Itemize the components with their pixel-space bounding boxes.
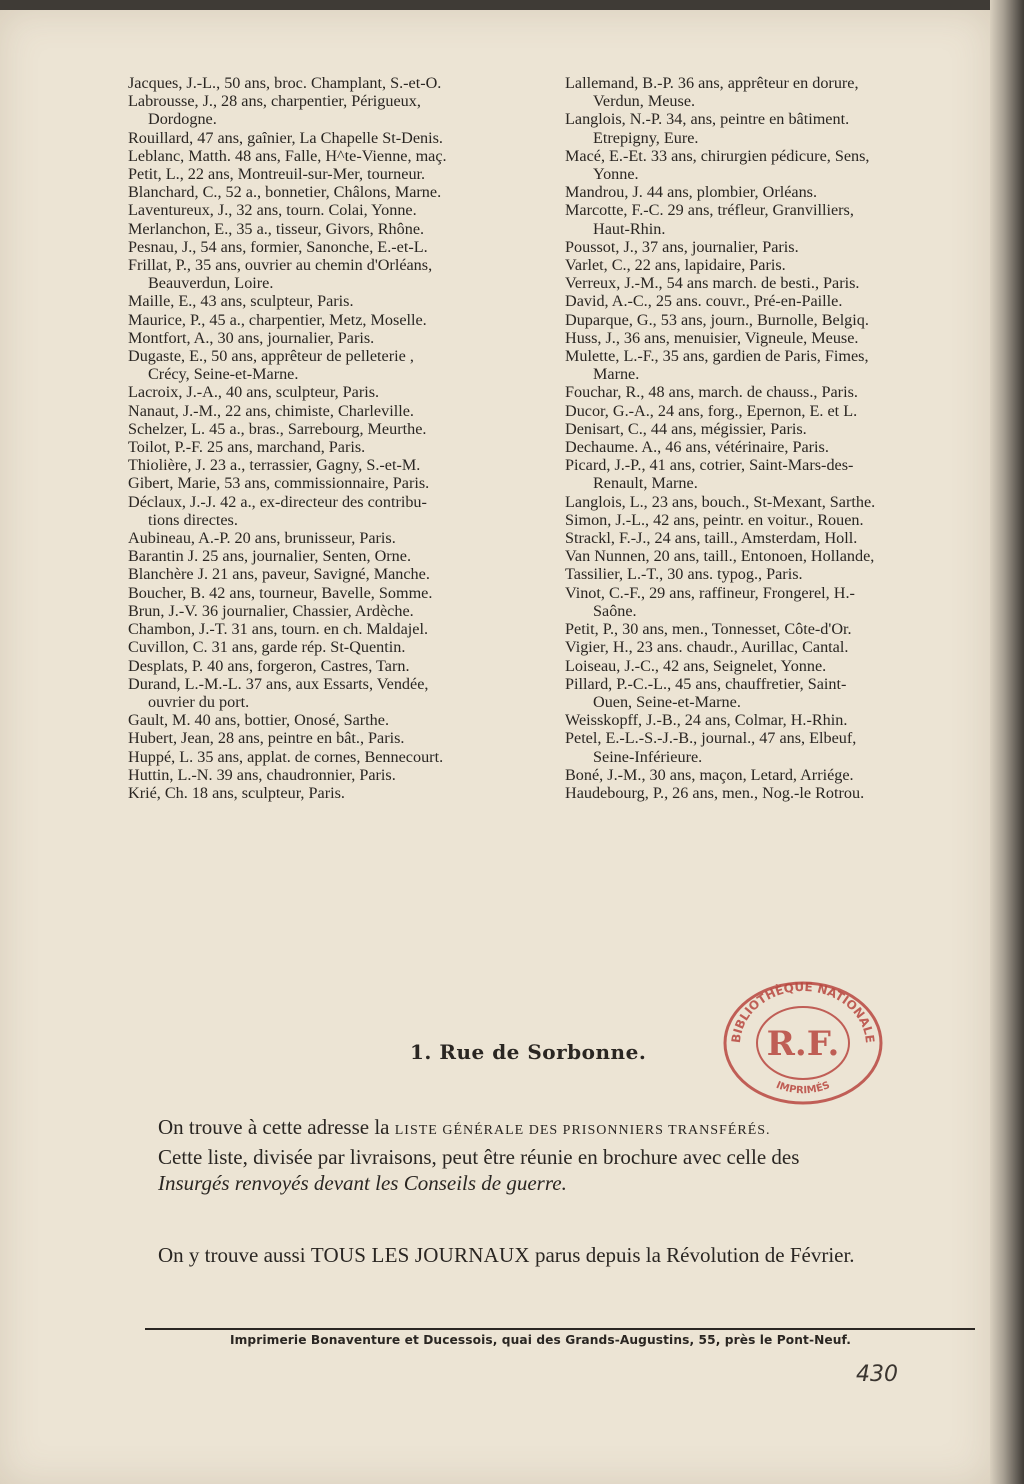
left-column	[128, 74, 556, 802]
prisoner-entry: Durand, L.-M.-L. 37 ans, aux Essarts, Vendée,	[128, 674, 429, 693]
prisoner-entry: Denisart, C., 44 ans, mégissier, Paris.	[565, 419, 807, 438]
prisoner-entry: Petel, E.-L.-S.-J.-B., journal., 47 ans, Elbeuf,	[565, 729, 857, 748]
prisoner-entry: Huttin, L.-N. 39 ans, chaudronnier, Paris.	[128, 765, 396, 784]
prisoner-entry: Verreux, J.-M., 54 ans march. de besti., Paris.	[565, 274, 860, 293]
prisoner-entry: Déclaux, J.-J. 42 a., ex-directeur des contribu-	[128, 492, 427, 511]
entry-continuation: Ouen, Seine-et-Marne.	[593, 692, 741, 711]
prisoner-entry: Poussot, J., 37 ans, journalier, Paris.	[565, 237, 799, 256]
journals-lead: On y trouve aussi	[158, 1243, 311, 1267]
prisoner-entry: Van Nunnen, 20 ans, taill., Entonoen, Hollande,	[565, 547, 875, 566]
prisoner-entry: Frillat, P., 35 ans, ouvrier au chemin d'Orléans,	[128, 256, 433, 275]
prisoner-entry: Lallemand, B.-P. 36 ans, apprêteur en dorure,	[565, 74, 859, 92]
prisoner-entry: Dugaste, E., 50 ans, apprêteur de pelleterie ,	[128, 347, 414, 366]
prisoner-entry: Maurice, P., 45 a., charpentier, Metz, Moselle.	[128, 310, 427, 329]
prisoner-entry: Gibert, Marie, 53 ans, commissionnaire, Paris.	[128, 474, 430, 493]
journals-paragraph	[158, 1242, 978, 1268]
prisoner-entry: Montfort, A., 30 ans, journalier, Paris.	[128, 328, 375, 347]
page-edge	[990, 0, 1024, 1484]
svg-text:IMPRIMÉS	[774, 1080, 831, 1096]
prisoner-entry: Krié, Ch. 18 ans, sculpteur, Paris.	[128, 783, 345, 802]
notice-line-2: Cette liste, divisée par livraisons, peut être réunie en brochure avec celle des	[158, 1145, 800, 1169]
prisoner-entry: Vigier, H., 23 ans. chaudr., Aurillac, Cantal.	[565, 638, 849, 657]
entry-continuation: Renault, Marne.	[593, 474, 698, 493]
prisoner-entry: Laventureux, J., 32 ans, tourn. Colai, Yonne.	[128, 201, 417, 220]
right-column	[565, 74, 990, 802]
prisoner-entry: David, A.-C., 25 ans. couvr., Pré-en-Paille.	[565, 292, 843, 311]
prisoner-entry: Marcotte, F.-C. 29 ans, tréfleur, Granvilliers,	[565, 201, 854, 220]
library-stamp	[718, 975, 888, 1105]
prisoner-entry: Nanaut, J.-M., 22 ans, chimiste, Charleville.	[128, 401, 414, 420]
prisoner-entry: Petit, P., 30 ans, men., Tonnesset, Côte-d'Or.	[565, 620, 852, 639]
entry-continuation: Crécy, Seine-et-Marne.	[148, 365, 299, 384]
entry-continuation: Saône.	[593, 601, 637, 620]
journals-tail: parus depuis la Révolution de Février.	[529, 1243, 855, 1267]
prisoner-entry: Labrousse, J., 28 ans, charpentier, Périgueux,	[128, 92, 421, 111]
prisoner-entry: Strackl, F.-J., 24 ans, taill., Amsterdam, Holl.	[565, 529, 858, 548]
entry-continuation: Beauverdun, Loire.	[148, 274, 274, 293]
prisoner-entry: Jacques, J.-L., 50 ans, broc. Champlant, S.-et-O.	[128, 74, 442, 92]
prisoner-entry: Petit, L., 22 ans, Montreuil-sur-Mer, tourneur.	[128, 165, 426, 184]
entry-continuation: Yonne.	[593, 165, 639, 184]
prisoner-entry: Fouchar, R., 48 ans, march. de chauss., Paris.	[565, 383, 858, 402]
prisoner-entry: Boucher, B. 42 ans, tourneur, Bavelle, Somme.	[128, 583, 433, 602]
prisoner-entry: Haudebourg, P., 26 ans, men., Nog.-le Rotrou.	[565, 783, 865, 802]
entry-continuation: Seine-Inférieure.	[593, 747, 703, 766]
prisoner-entry: Brun, J.-V. 36 journalier, Chassier, Ardèche.	[128, 601, 414, 620]
prisoner-entry: Simon, J.-L., 42 ans, peintr. en voitur., Rouen.	[565, 510, 864, 529]
prisoner-entry: Thiolière, J. 23 a., terrassier, Gagny, S.-et-M.	[128, 456, 421, 475]
prisoner-entry: Pesnau, J., 54 ans, formier, Sanonche, E.-et-L.	[128, 237, 428, 256]
prisoner-entry: Schelzer, L. 45 a., bras., Sarrebourg, Meurthe.	[128, 419, 427, 438]
prisoner-entry: Hubert, Jean, 28 ans, peintre en bât., Paris.	[128, 729, 405, 748]
prisoner-entry: Huss, J., 36 ans, menuisier, Vigneule, Meuse.	[565, 328, 859, 347]
prisoner-entry: Tassilier, L.-T., 30 ans. typog., Paris.	[565, 565, 803, 584]
prisoner-entry: Dechaume. A., 46 ans, vétérinaire, Paris.	[565, 438, 829, 457]
prisoner-entry: Vinot, C.-F., 29 ans, raffineur, Frongerel, H.-	[565, 583, 855, 602]
prisoner-entry: Chambon, J.-T. 31 ans, tourn. en ch. Maldajel.	[128, 620, 429, 639]
prisoner-entry: Cuvillon, C. 31 ans, garde rép. St-Quentin.	[128, 638, 406, 657]
prisoner-entry: Weisskopff, J.-B., 24 ans, Colmar, H.-Rhin.	[565, 711, 848, 730]
printer-imprint: Imprimerie Bonaventure et Ducessois, quai des Grands-Augustins, 55, près le Pont-Neuf.	[230, 1333, 852, 1347]
entry-continuation: Dordogne.	[148, 110, 217, 129]
prisoner-entry: Merlanchon, E., 35 a., tisseur, Givors, Rhône.	[128, 219, 425, 238]
stamp-outer-text: BIBLIOTHÈQUE NATIONALE	[728, 979, 878, 1044]
document-page	[0, 10, 990, 1484]
entry-continuation: tions directes.	[148, 510, 238, 529]
entry-continuation: ouvrier du port.	[148, 692, 250, 711]
entry-continuation: Marne.	[593, 365, 640, 384]
stamp-bottom-text: IMPRIMÉS	[774, 1079, 832, 1097]
prisoner-entry: Maille, E., 43 ans, sculpteur, Paris.	[128, 292, 354, 311]
prisoner-entry: Macé, E.-Et. 33 ans, chirurgien pédicure, Sens,	[565, 146, 870, 165]
prisoner-entry: Langlois, L., 23 ans, bouch., St-Mexant, Sarthe.	[565, 492, 876, 511]
prisoner-entry: Loiseau, J.-C., 42 ans, Seignelet, Yonne.	[565, 656, 827, 675]
prisoner-entry: Blanchard, C., 52 a., bonnetier, Châlons, Marne.	[128, 183, 442, 202]
notice-italic-title: Insurgés renvoyés devant les Conseils de guerre.	[158, 1171, 567, 1195]
entry-continuation: Etrepigny, Eure.	[593, 128, 699, 147]
entry-continuation: Verdun, Meuse.	[593, 92, 696, 111]
stamp-center-text: R.F.	[766, 1024, 840, 1064]
notice-list-title: LISTE GÉNÉRALE DES PRISONNIERS TRANSFÉRÉS.	[394, 1123, 771, 1138]
prisoner-entry: Boné, J.-M., 30 ans, maçon, Letard, Arriége.	[565, 765, 854, 784]
prisoner-entry: Aubineau, A.-P. 20 ans, brunisseur, Paris.	[128, 529, 396, 548]
prisoner-entry: Gault, M. 40 ans, bottier, Onosé, Sarthe.	[128, 711, 390, 730]
prisoner-entry: Duparque, G., 53 ans, journ., Burnolle, Belgiq.	[565, 310, 869, 329]
prisoner-entry: Huppé, L. 35 ans, applat. de cornes, Bennecourt.	[128, 747, 444, 766]
footer-rule	[145, 1328, 975, 1330]
list-notice-paragraph	[158, 1114, 978, 1196]
address-heading: 1. Rue de Sorbonne.	[410, 1040, 647, 1064]
prisoner-entry: Toilot, P.-F. 25 ans, marchand, Paris.	[128, 438, 366, 457]
prisoner-entry: Varlet, C., 22 ans, lapidaire, Paris.	[565, 256, 786, 275]
prisoner-entry: Leblanc, Matth. 48 ans, Falle, H^te-Vienne, maç.	[128, 146, 447, 165]
prisoner-entry: Rouillard, 47 ans, gaînier, La Chapelle St-Denis.	[128, 128, 443, 147]
prisoner-entry: Lacroix, J.-A., 40 ans, sculpteur, Paris.	[128, 383, 380, 402]
prisoner-entry: Picard, J.-P., 41 ans, cotrier, Saint-Mars-des-	[565, 456, 854, 475]
prisoner-entry: Mandrou, J. 44 ans, plombier, Orléans.	[565, 183, 818, 202]
notice-lead: On trouve à cette adresse la	[158, 1115, 395, 1139]
prisoner-entry: Desplats, P. 40 ans, forgeron, Castres, Tarn.	[128, 656, 410, 675]
folio-number: 430	[856, 1362, 898, 1387]
prisoner-entry: Barantin J. 25 ans, journalier, Senten, Orne.	[128, 547, 412, 566]
prisoner-entry: Pillard, P.-C.-L., 45 ans, chauffretier, Saint-	[565, 674, 847, 693]
journals-caps: TOUS LES JOURNAUX	[310, 1243, 530, 1267]
prisoner-entry: Blanchère J. 21 ans, paveur, Savigné, Manche.	[128, 565, 430, 584]
entry-continuation: Haut-Rhin.	[593, 219, 666, 238]
prisoner-entry: Mulette, L.-F., 35 ans, gardien de Paris, Fimes,	[565, 347, 869, 366]
prisoner-entry: Langlois, N.-P. 34, ans, peintre en bâtiment.	[565, 110, 850, 129]
prisoner-entry: Ducor, G.-A., 24 ans, forg., Epernon, E. et L.	[565, 401, 858, 420]
